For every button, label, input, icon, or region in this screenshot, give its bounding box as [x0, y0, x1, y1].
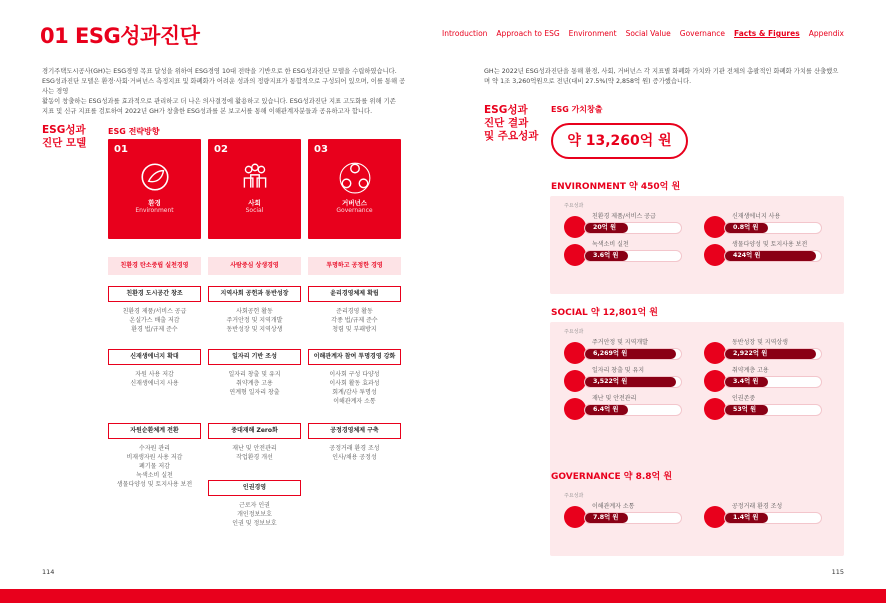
card-subtitle: Governance	[336, 207, 373, 214]
result-label: 인권존중	[732, 395, 756, 402]
result-bar	[584, 250, 682, 262]
result-bar	[724, 348, 822, 360]
result-bar	[724, 222, 822, 234]
result-value: 2,922억 원	[733, 350, 768, 357]
total-value: 약 13,260억 원	[551, 123, 688, 159]
plug-icon	[704, 216, 726, 238]
strategy-list	[208, 501, 301, 528]
top-nav	[442, 29, 844, 38]
strategy-list	[308, 370, 401, 406]
people-icon	[208, 160, 301, 194]
result-value: 3.6억 원	[593, 252, 619, 259]
intro-line: 활동이 창출하는 ESG성과를 효과적으로 관리하고 더 나은 의사결정에 활용하고 있습니다. ESG성과진단 지표 고도화를 위해 기존	[42, 98, 396, 105]
strategy-box: 윤리경영체제 확립	[308, 286, 401, 302]
model-title	[42, 124, 86, 150]
result-value: 6,269억 원	[593, 350, 628, 357]
strategy-box: 일자리 기반 조성	[208, 349, 301, 365]
strategy-list-item: 재난 및 안전관리	[232, 445, 277, 452]
panel-label: 주요성과	[564, 329, 584, 335]
result-label: 취약계층 고용	[732, 367, 769, 374]
intro-line: 지표 및 신규 지표를 검토하여 2022년 GH가 창출한 ESG성과를 본 보고서를 통해 이해관계자분들과 공유하고자 합니다.	[42, 108, 373, 115]
model-title-line: ESG성과	[42, 124, 86, 136]
strategy-list-item: 비재생자원 사용 저감	[126, 454, 183, 461]
strategy-box: 인권경영	[208, 480, 301, 496]
strategy-list	[108, 370, 201, 388]
home-icon	[564, 342, 586, 364]
card-number: 01	[114, 144, 128, 155]
gear-icon	[704, 342, 726, 364]
strategy-list-item: 신재생에너지 사용	[130, 380, 179, 387]
nav-approach[interactable]: Approach to ESG	[496, 29, 560, 38]
group-title: SOCIAL 약 12,801억 원	[551, 308, 658, 318]
strategy-list-item: 폐기물 저감	[139, 463, 170, 470]
result-item	[564, 500, 694, 534]
result-label: 녹색소비 실천	[592, 241, 629, 248]
strategy-list-item: 친환경 제품/서비스 공급	[122, 308, 187, 315]
strategy-card	[108, 139, 201, 239]
result-item	[704, 500, 834, 534]
briefcase-icon	[564, 370, 586, 392]
strategy-box: 신재생에너지 확대	[108, 349, 201, 365]
strategy-pill: 사람중심 상생경영	[208, 257, 301, 275]
strategy-label: ESG 전략방향	[108, 127, 160, 136]
strategy-list	[208, 444, 301, 462]
result-item	[704, 238, 834, 272]
strategy-list-item: 연계형 일자리 창출	[229, 389, 280, 396]
result-bar	[724, 376, 822, 388]
result-item	[564, 238, 694, 272]
result-item	[704, 392, 834, 426]
strategy-list-item: 주거안정 및 지역개발	[226, 317, 283, 324]
result-bar	[584, 222, 682, 234]
strategy-box: 중대재해 Zero화	[208, 423, 301, 439]
result-title-line: ESG성과	[484, 104, 528, 116]
page-number-left: 114	[42, 568, 55, 576]
handshake-icon	[704, 398, 726, 420]
result-value: 3,522억 원	[593, 378, 628, 385]
result-value: 0.8억 원	[733, 224, 759, 231]
strategy-list-item: 사회공헌 활동	[236, 308, 273, 315]
nav-appendix[interactable]: Appendix	[808, 29, 844, 38]
strategy-list-item: 근로자 인권	[239, 502, 270, 509]
result-value: 1.4억 원	[733, 514, 759, 521]
model-title-line: 진단 모델	[42, 137, 87, 149]
result-value: 3.4억 원	[733, 378, 759, 385]
result-title-line: 및 주요성과	[484, 130, 539, 142]
card-title: 거버넌스	[341, 199, 368, 207]
strategy-list-item: 준리경영 활동	[336, 308, 373, 315]
strategy-list-item: 환경 법/규제 준수	[131, 326, 178, 333]
strategy-list-item: 생물다양성 및 토지사용 보전	[116, 481, 193, 488]
card-title: 환경	[148, 199, 161, 207]
strategy-list-item: 녹색소비 실천	[136, 472, 173, 479]
group-title: GOVERNANCE 약 8.8억 원	[551, 472, 673, 482]
strategy-card	[308, 139, 401, 239]
car-icon	[564, 244, 586, 266]
fire-icon	[564, 216, 586, 238]
result-bar	[724, 404, 822, 416]
group-title: ENVIRONMENT 약 450억 원	[551, 182, 681, 192]
result-label: 재난 및 안전관리	[592, 395, 637, 402]
strategy-list-item: 동반성장 및 지역상생	[226, 326, 283, 333]
result-value: 6.4억 원	[593, 406, 619, 413]
truck-icon	[564, 398, 586, 420]
strategy-list	[308, 444, 401, 462]
result-value: 424억 원	[733, 252, 761, 259]
result-item	[564, 392, 694, 426]
result-bar	[584, 348, 682, 360]
value-label: ESG 가치창출	[551, 105, 603, 114]
result-bar	[724, 512, 822, 524]
hands-icon	[704, 370, 726, 392]
strategy-list	[208, 307, 301, 334]
nav-introduction[interactable]: Introduction	[442, 29, 488, 38]
strategy-list-item: 각종 법/규제 준수	[331, 317, 378, 324]
page-title: 01 ESG성과진단	[40, 24, 200, 48]
result-bar	[584, 404, 682, 416]
strategy-list-item: 인권 및 정보보호	[232, 520, 277, 527]
strategy-card	[208, 139, 301, 239]
card-subtitle: Social	[245, 207, 264, 214]
result-label: 친환경 제품/서비스 공급	[592, 213, 656, 220]
card-title: 사회	[248, 199, 261, 207]
result-bar	[584, 376, 682, 388]
result-title	[484, 104, 538, 143]
result-title-line: 진단 결과	[484, 117, 529, 129]
result-label: 신재생에너지 사용	[732, 213, 781, 220]
strategy-list-item: 수자원 관리	[139, 445, 170, 452]
result-label: 일자리 창출 및 유지	[592, 367, 645, 374]
strategy-list-item: 일자리 창출 및 유지	[228, 371, 281, 378]
intro-line: 며 약 1조 3,260억원으로 전년(대비 27.5%(약 2,858억 원) 증가했습니다.	[484, 78, 692, 85]
page-number-right: 115	[831, 568, 844, 576]
network-icon	[308, 160, 401, 194]
strategy-list	[108, 444, 201, 489]
strategy-box: 지역사회 공헌과 동반성장	[208, 286, 301, 302]
strategy-list	[208, 370, 301, 397]
strategy-box: 공정경영체제 구축	[308, 423, 401, 439]
result-value: 20억 원	[593, 224, 617, 231]
strategy-list-item: 작업환경 개선	[236, 454, 273, 461]
card-number: 03	[314, 144, 328, 155]
strategy-list-item: 이사회 구성 다양성	[329, 371, 380, 378]
left-intro	[42, 67, 407, 117]
result-value: 7.8억 원	[593, 514, 619, 521]
result-bar	[724, 250, 822, 262]
strategy-box: 친환경 도시공간 창조	[108, 286, 201, 302]
strategy-list-item: 개인정보보호	[237, 511, 272, 518]
strategy-box: 자원순환체계 전환	[108, 423, 201, 439]
nav-governance[interactable]: Governance	[679, 29, 726, 38]
result-label: 공정거래 환경 조성	[732, 503, 783, 510]
group-icon	[704, 506, 726, 528]
result-label: 동반성장 및 지역상생	[732, 339, 788, 346]
nav-facts-figures[interactable]: Facts & Figures	[734, 29, 800, 38]
card-subtitle: Environment	[135, 207, 174, 214]
strategy-list	[308, 307, 401, 334]
plant-icon	[704, 244, 726, 266]
strategy-list-item: 회계/감사 투명성	[332, 389, 377, 396]
group-panel	[550, 196, 844, 294]
result-value: 53억 원	[733, 406, 757, 413]
card-number: 02	[214, 144, 228, 155]
intro-line: GH는 2022년 ESG성과진단을 통해 환경, 사회, 거버넌스 각 지표별 화폐화 가치와 기관 전체의 총괄적인 화폐화 가치를 산출했으	[484, 68, 839, 75]
group-panel	[550, 486, 844, 556]
footer-bar	[0, 589, 886, 603]
result-label: 생물다양성 및 토지사용 보전	[732, 241, 808, 248]
nav-social-value[interactable]: Social Value	[625, 29, 671, 38]
strategy-list-item: 인사/채용 공정성	[332, 454, 377, 461]
strategy-list-item: 온실가스 배출 저감	[129, 317, 180, 324]
strategy-list-item: 공정거래 환경 조성	[329, 445, 380, 452]
intro-line: 경기주택도시공사(GH)는 ESG경영 목표 달성을 위하여 ESG경영 10대 전략을 기반으로 한 ESG성과진단 모델을 수립하였습니다.	[42, 68, 397, 75]
leaf-globe-icon	[108, 160, 201, 194]
result-label: 주거안정 및 지역개발	[592, 339, 648, 346]
intro-line: ESG성과진단 모델은 환경·사회·거버넌스 측정지표 및 화폐화가 어려운 성과의 정량지표가 통합적으로 구성되어 있으며, 이를 통해 공사는 경영	[42, 78, 406, 95]
strategy-list-item: 이사회 활동 효과성	[329, 380, 380, 387]
strategy-list-item: 청렴 및 부패방지	[332, 326, 377, 333]
strategy-list	[108, 307, 201, 334]
right-intro	[484, 67, 849, 87]
strategy-list-item: 이해관계자 소통	[333, 398, 376, 405]
strategy-pill: 친환경 탄소중립 실천경영	[108, 257, 201, 275]
nav-environment[interactable]: Environment	[568, 29, 617, 38]
panel-label: 주요성과	[564, 493, 584, 499]
strategy-list-item: 취약계층 고용	[236, 380, 273, 387]
strategy-box: 이해관계자 참여 투명경영 강화	[308, 349, 401, 365]
result-bar	[584, 512, 682, 524]
strategy-pill: 투명하고 공정한 경영	[308, 257, 401, 275]
chat-icon	[564, 506, 586, 528]
panel-label: 주요성과	[564, 203, 584, 209]
result-label: 이해관계자 소통	[592, 503, 635, 510]
strategy-list-item: 자원 사용 저감	[135, 371, 174, 378]
